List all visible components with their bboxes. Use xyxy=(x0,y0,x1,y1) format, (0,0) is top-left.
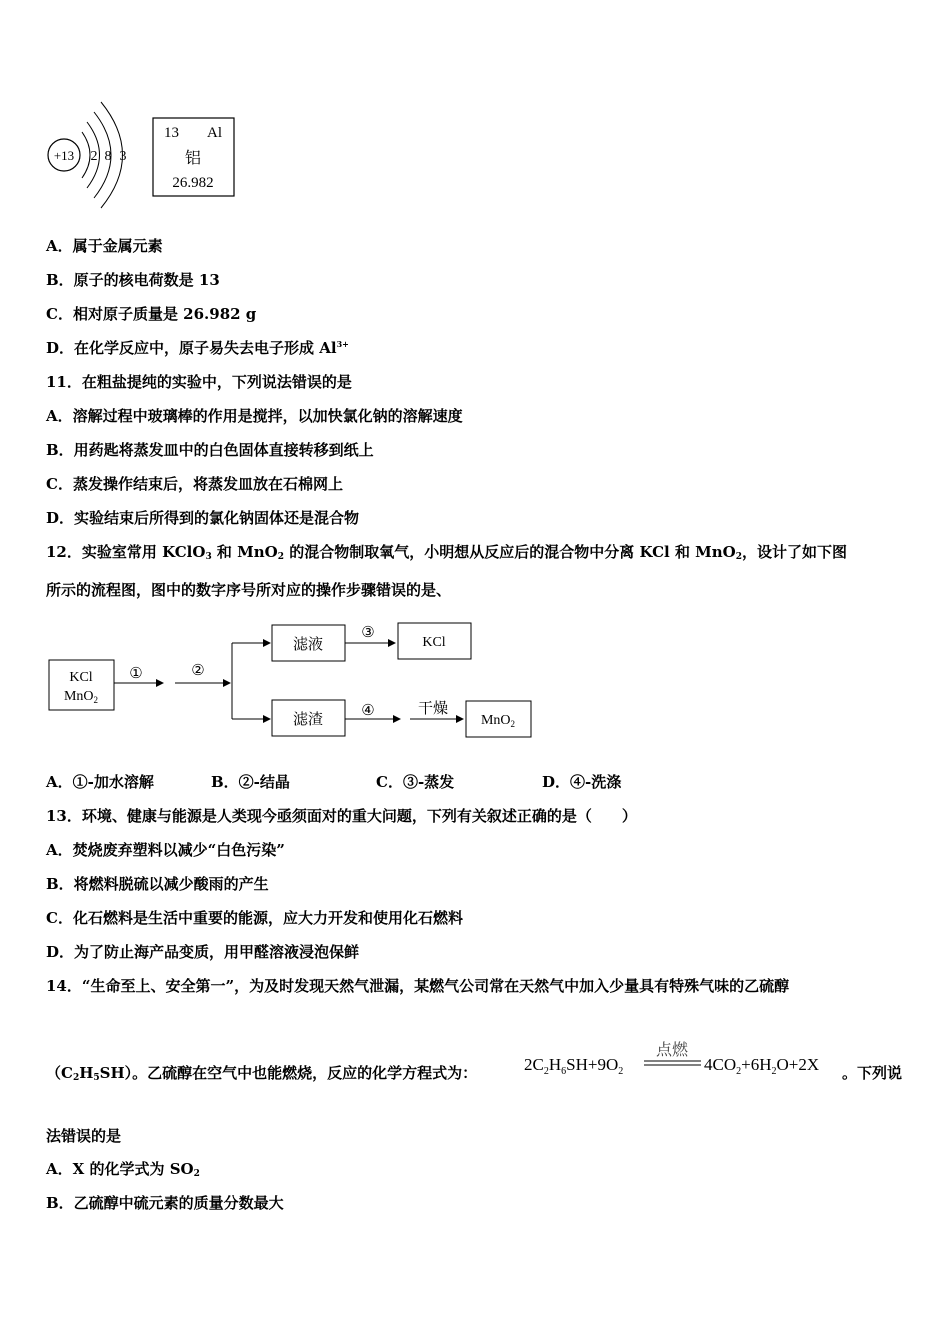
q10-option-b: B．原子的核电荷数是 13 xyxy=(46,271,220,289)
element-name: 铝 xyxy=(184,148,202,167)
q12-option-b: B．②-结晶 xyxy=(211,773,290,791)
shell-electron-count: 2 xyxy=(90,149,98,164)
q12-option-c: C．③-蒸发 xyxy=(376,773,455,791)
mixture-mno2: MnO$_2$ xyxy=(63,689,99,705)
mno2-product: MnO$_2$ xyxy=(480,713,516,729)
element-symbol: Al xyxy=(207,125,222,141)
q12-stem-line2: 所示的流程图，图中的数字序号所对应的操作步骤错误的是、 xyxy=(46,581,452,599)
step-2-label: ② xyxy=(191,663,205,679)
shell-electron-count: 8 xyxy=(104,149,112,164)
q12-option-d: D．④-洗涤 xyxy=(542,773,622,791)
step-3-label: ③ xyxy=(361,625,375,641)
q13-option-b: B．将燃料脱硫以减少酸雨的产生 xyxy=(46,875,269,893)
q12-stem: 12．实验室常用 KClO$_3$ 和 MnO$_2$ 的混合物制取氧气，小明想从反应后的混合物中分离 KCl 和 MnO$_2$，设计了如下图 xyxy=(46,543,848,562)
q14-formula-line: $(C_2H_5SH)$。乙硫醇在空气中也能燃烧，反应的化学方程式为： xyxy=(46,1064,478,1083)
filtrate-label: 滤液 xyxy=(292,635,324,653)
q10-option-d: D．在化学反应中，原子易失去电子形成 $Al^{3+}$ xyxy=(46,339,349,357)
q11-stem: 11．在粗盐提纯的实验中，下列说法错误的是 xyxy=(46,373,352,391)
equation-lhs: $2C_2H_6SH+9O_2$ xyxy=(524,1055,624,1077)
atomic-mass: 26.982 xyxy=(172,175,214,191)
step-1-label: ① xyxy=(129,666,143,682)
q11-option-a: A．溶解过程中玻璃棒的作用是搅拌，以加快氯化钠的溶解速度 xyxy=(46,407,463,425)
separation-flowchart xyxy=(40,615,550,745)
equation-rhs: $4CO_2+6H_2O+2X$ xyxy=(704,1055,820,1077)
q14-tail: 。下列说 xyxy=(842,1064,903,1082)
q10-option-a: A．属于金属元素 xyxy=(46,237,163,255)
atomic-number: 13 xyxy=(164,125,179,141)
q14-option-b: B．乙硫醇中硫元素的质量分数最大 xyxy=(46,1194,284,1212)
electron-shell-arc xyxy=(82,132,90,178)
q13-option-d: D．为了防止海产品变质，用甲醛溶液浸泡保鲜 xyxy=(46,943,360,961)
mixture-kcl: KCl xyxy=(69,670,93,685)
periodic-table-cell xyxy=(152,117,236,199)
q14-stem: 14．“生命至上、安全第一”，为及时发现天然气泄漏，某燃气公司常在天然气中加入少量具有特殊气味的乙硫醇 xyxy=(46,977,790,995)
shell-electron-count: 3 xyxy=(119,149,127,164)
combustion-equation xyxy=(524,1040,844,1084)
dry-label: 干燥 xyxy=(417,699,449,717)
q11-option-d: D．实验结束后所得到的氯化钠固体还是混合物 xyxy=(46,509,360,527)
step-4-label: ④ xyxy=(361,703,375,719)
q12-option-a: A．①-加水溶解 xyxy=(46,773,154,791)
q13-stem: 13．环境、健康与能源是人类现今亟须面对的重大问题，下列有关叙述正确的是（ ） xyxy=(46,807,637,825)
q11-option-b: B．用药匙将蒸发皿中的白色固体直接转移到纸上 xyxy=(46,441,374,459)
q13-option-a: A．焚烧废弃塑料以减少“白色污染” xyxy=(46,841,285,859)
atom-structure-diagram xyxy=(44,96,139,210)
q13-option-c: C．化石燃料是生活中重要的能源，应大力开发和使用化石燃料 xyxy=(46,909,463,927)
q14-stem-line3: 法错误的是 xyxy=(46,1127,122,1145)
nucleus-charge: +13 xyxy=(53,148,75,163)
q11-option-c: C．蒸发操作结束后，将蒸发皿放在石棉网上 xyxy=(46,475,343,493)
q14-option-a: A．X 的化学式为 $SO_2$ xyxy=(46,1160,200,1179)
kcl-product: KCl xyxy=(422,635,446,650)
residue-label: 滤渣 xyxy=(292,710,324,728)
q10-option-c: C．相对原子质量是 26.982 g xyxy=(46,305,257,323)
reaction-condition: 点燃 xyxy=(655,1040,689,1059)
